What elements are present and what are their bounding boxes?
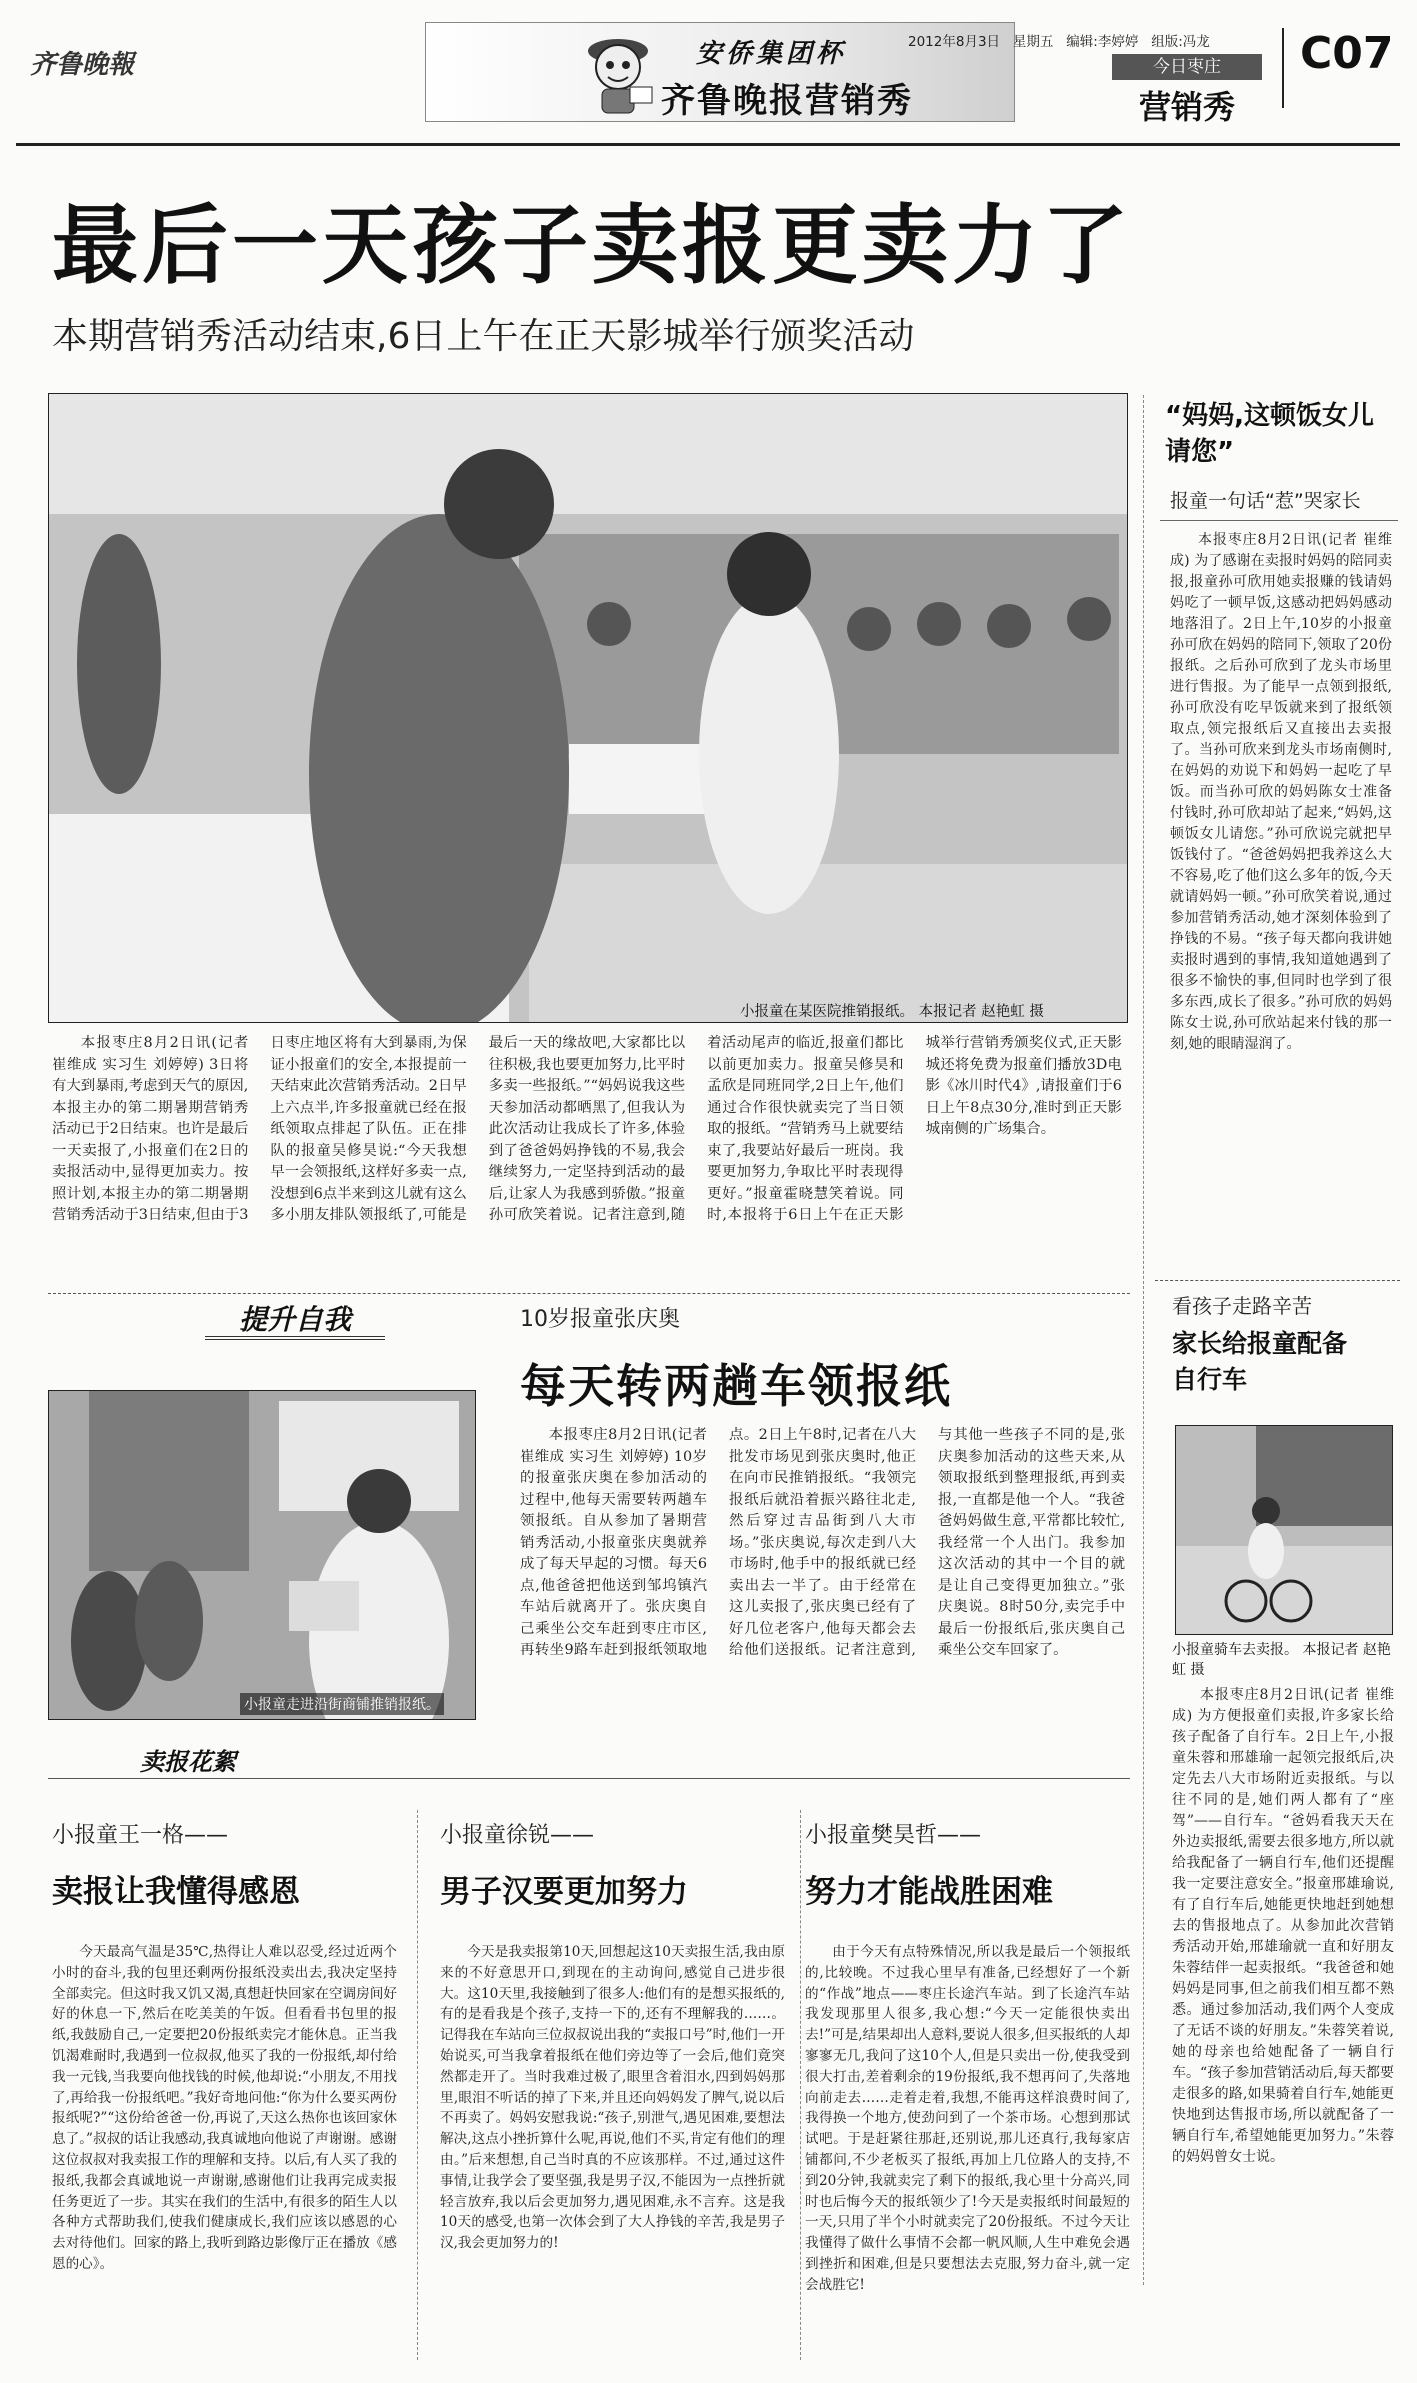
sidebar2-photo-caption: 小报童骑车去卖报。 本报记者 赵艳虹 摄 [1172,1642,1391,1678]
sidebar2-photo [1175,1425,1393,1635]
page-number: C07 [1300,28,1394,79]
flowers-divider-2 [800,1810,801,2360]
flowers-col3-body-text: 由于今天有点特殊情况,所以我是最后一个领报纸的,比较晚。不过我心里早有准备,已经想好了一个新的“作战”地点——枣庄长途汽车站。到了长途汽车站我发现那里人很多,我心想:“今天一定能很快卖出去!”可是,结果却出人意料,要说人很多,但买报纸的人却寥寥无几,我问了这10个人,但是只卖出一份,使我受到很大打击,差着剩余的19份报纸,我不想再问了,失落地向前走去……走着走着,我想,不能再这样浪费时间了,我得换一个地方,使劲问到了一个茶市场。心想到那试试吧。于是赶紧往那赶,还别说,那儿还真行,我每家店铺都问,不少老板买了报纸,再加上几位路人的支持,不到20分钟,我就卖完了剩下的报纸,我心里十分高兴,同时也后悔今天的报纸领少了!今天是卖报纸时间最短的一天,只用了半个小时就卖完了20份报纸。不过今天让我懂得了做什么事情不会都一帆风顺,人生中难免会遇到挫折和困难,但是只要想法去克服,努力奋斗,就一定会战胜它! [805,1944,1130,2293]
mascot-logo [576,29,660,119]
sidebar2-body-text: 本报枣庄8月2日讯(记者 崔维成) 为方便报童们卖报,许多家长给孩子配备了自行车。2日上午,小报童朱蓉和邢雄瑜一起领完报纸后,决定先去八大市场附近卖报纸。与以往不同的是,她们两人都有了“座驾”——自行车。“爸妈看我天天在外边卖报纸,需要去很多地方,所以就给我配备了一辆自行车,他们还提醒我一定要注意安全。”报童邢雄瑜说,有了自行车后,她能更快地赶到她想去的售报地点了。从参加此次营销秀活动开始,邢雄瑜就一直和好朋友朱蓉结伴一起卖报纸。“我爸爸和她妈妈是同事,但之前我们相互都不熟悉。通过参加活动,我们两个人变成了无话不谈的好朋友。”朱蓉笑着说,她的母亲也给她配备了一辆自行车。“孩子参加营销活动后,每天都要走很多的路,如果骑着自行车,她能更快地到达售报市场,所以就配备了一辆自行车,希望她能更加努力。”朱蓉的妈妈曾女士说。 [1172,1687,1394,2165]
lead-photo [48,393,1128,1023]
sidebar1-body-text: 本报枣庄8月2日讯(记者 崔维成) 为了感谢在卖报时妈妈的陪同卖报,报童孙可欣用她卖报赚的钱请妈妈吃了一顿早饭,这感动把妈妈感动地落泪了。2日上午,10岁的小报童孙可欣在妈妈的陪同下,领取了20份报纸。之后孙可欣到了龙头市场里进行售报。为了能早一点领到报纸,孙可欣没有吃早饭就来到了报纸领取点,领完报纸后又直接出去卖报了。当孙可欣来到龙头市场南侧时,在妈妈的劝说下和妈妈一起吃了早饭。而当孙可欣的妈妈陈女士准备付钱时,孙可欣却站了起来,“妈妈,这顿饭女儿请您。”孙可欣说完就把早饭钱付了。“爸爸妈妈把我养这么大不容易,吃了他们这么多年的饭,今天就请妈妈一顿。”孙可欣笑着说,通过参加营销秀活动,她才深刻体验到了挣钱的不易。“孩子每天都向我讲她卖报时遇到的事情,我知道她遇到了很多不愉快的事,但同时也学到了很多东西,成长了很多。”孙可欣的妈妈陈女士说,孙可欣站起来付钱的那一刻,她的眼睛湿润了。 [1170,532,1392,1052]
sidebar2-top-rule [1155,1280,1400,1281]
lead-body-text: 本报枣庄8月2日讯(记者 崔维成 实习生 刘婷婷) 3日将有大到暴雨,考虑到天气的原因,本报主办的第二期暑期营销秀活动已于2日结束。也许是最后一天卖报了,小报童们在2日的卖报活动中,显得更加卖力。按照计划,本报主办的第二期暑期营销秀活动于3日结束,但由于3日枣庄地区将有大到暴雨,为保证小报童们的安全,本报提前一天结束此次营销秀活动。2日早上六点半,许多报童就已经在报纸领取点排起了队伍。正在排队的报童吴修昊说:“今天我想早一会领报纸,这样好多卖一点,没想到6点半来到这儿就有这么多小朋友排队领报纸了,可能是最后一天的缘故吧,大家都比以往积极,我也要更加努力,比平时多卖一些报纸。”“妈妈说我这些天参加活动都晒黑了,但我认为此次活动让我成长了许多,体验到了爸爸妈妈挣钱的不易,我会继续努力,一定坚持到活动的最后,让家人为我感到骄傲。”报童孙可欣笑着说。记者注意到,随着活动尾声的临近,报童们都比以前更加卖力。报童吴修昊和孟欣是同班同学,2日上午,他们通过合作很快就卖完了当日领取的报纸。“营销秀马上就要结束了,我要站好最后一班岗。我要更加努力,争取比平时表现得更好。”报童霍晓慧笑着说。同时,本报将于6日上午在正天影城举行营销秀颁奖仪式,正天影城还将免费为报童们播放3D电影《冰川时代4》,请报童们于6日上午8点30分,准时到正天影城南侧的广场集合。 [52,1035,1122,1223]
flowers-col3-headline: 努力才能战胜困难 [805,1874,1053,1910]
flowers-col2-kicker: 小报童徐锐—— [440,1823,595,1848]
sidebar1-subheadline: 报童一句话“惹”哭家长 [1170,490,1361,512]
feature-body [520,1425,1125,1725]
flowers-col3-body [805,1942,1130,2362]
feature-photo-caption: 小报童走进沿街商铺推销报纸。 [240,1693,444,1715]
masthead-rule [16,143,1400,146]
sidebar2-body [1172,1685,1394,2345]
date-line: 2012年8月3日 星期五 编辑:李婷婷 组版:冯龙 [908,34,1210,50]
lead-headline: 最后一天孩子卖报更卖力了 [52,196,1132,296]
sponsor-line: 安侨集团杯 [696,39,847,69]
sidebar1-headline: “妈妈,这顿饭女儿请您” [1165,401,1374,467]
lead-subheadline: 本期营销秀活动结束,6日上午在正天影城举行颁奖活动 [52,316,915,357]
flowers-col1-body-text: 今天最高气温是35℃,热得让人难以忍受,经过近两个小时的奋斗,我的包里还剩两份报纸没卖出去,我决定坚持全部卖完。但这时我又饥又渴,真想赶快回家在空调房间好好的休息一下,然后在吃美美的午饭。但看看书包里的报纸,我鼓励自己,一定要把20份报纸卖完才能休息。正当我饥渴难耐时,我遇到一位叔叔,他买了我的一份报纸,却付给我一元钱,当我要向他找钱的时候,他却说:“小朋友,不用找了,再给我一份报纸吧。”我好奇地问他:“你为什么要买两份报纸呢?”“这份给爸爸一份,再说了,天这么热你也该回家休息了。”叔叔的话让我感动,我真诚地向他说了声谢谢。感谢这位叔叔对我卖报工作的理解和支持。以后,有人买了我的报纸,我都会真诚地说一声谢谢,感谢他们让我再完成卖报任务更近了一步。其实在我们的生活中,有很多的陌生人以各种方式帮助我们,使我们健康成长,我们应该以感恩的心去对待他们。回家的路上,我听到路边影像厅正在播放《感恩的心》。 [52,1944,397,2272]
flowers-col2-body-text: 今天是我卖报第10天,回想起这10天卖报生活,我由原来的不好意思开口,到现在的主动询问,感觉自己进步很大。这10天里,我接触到了很多人:他们有的是想买报纸的,有的是看我是个孩子,支持一下的,还有不理解我的……。记得我在车站向三位叔叔说出我的“卖报口号”时,他们一开始说买,可当我拿着报纸在他们旁边等了一会后,他们竟突然都走开了。当时我难过极了,眼里含着泪水,四到妈妈那里,眼泪不听话的掉了下来,并且还向妈妈发了脾气,说以后不再卖了。妈妈安慰我说:“孩子,别泄气,遇见困难,要想法解决,这点小挫折算什么呢,再说,他们不买,肯定有他们的理由。”后来想想,自己当时真的不应该那样。不过,通过这件事情,让我学会了要坚强,我是男子汉,不能因为一点挫折就轻言放弃,我以后会更加努力,遇见困难,永不言弃。这是我10天的感受,也第一次体会到了大人挣钱的辛苦,我是男子汉,我会更加努力的! [440,1944,785,2252]
flowers-divider-1 [417,1810,418,2360]
sidebar-divider [1143,395,1144,2285]
feature-kicker: 10岁报童张庆奥 [520,1307,680,1332]
flowers-col1-body [52,1942,397,2362]
banner-title: 齐鲁晚报营销秀 [661,81,913,121]
flowers-col2-body [440,1942,785,2362]
sidebar2-kicker: 看孩子走路辛苦 [1172,1294,1312,1318]
feature-top-rule [48,1293,1130,1294]
sidebar2-headline: 家长给报童配备自行车 [1172,1329,1348,1394]
paper-name: 齐鲁晚報 [30,50,135,80]
flowers-rule [48,1778,1130,1779]
flowers-section-label: 卖报花絮 [140,1748,236,1776]
flowers-col3-kicker: 小报童樊昊哲—— [805,1823,982,1848]
masthead [0,0,1417,126]
feature-photo [48,1390,476,1720]
masthead-divider [1282,28,1284,108]
feature-section-label: 提升自我 [205,1300,385,1340]
flowers-col1-kicker: 小报童王一格—— [52,1823,229,1848]
feature-headline: 每天转两趟车领报纸 [520,1359,952,1413]
sidebar1-body [1170,530,1392,1285]
feature-body-text: 本报枣庄8月2日讯(记者 崔维成 实习生 刘婷婷) 10岁的报童张庆奥在参加活动的过程中,他每天需要转两趟车领报纸。自从参加了暑期营销秀活动,小报童张庆奥就养成了每天早起的习惯。每天6点,他爸爸把他送到邹坞镇汽车站后就离开了。张庆奥自己乘坐公交车赶到枣庄市区,再转坐9路车赶到报纸领取地点。2日上午8时,记者在八大批发市场见到张庆奥时,他正在向市民推销报纸。“我领完报纸后就沿着振兴路往北走,然后穿过吉品街到八大市场。”张庆奥说,每次走到八大市场时,他手中的报纸就已经卖出去一半了。由于经常在这儿卖报了,张庆奥已经有了好几位老客户,他每天都会去给他们送报纸。记者注意到,与其他一些孩子不同的是,张庆奥参加活动的这些天来,从领取报纸到整理报纸,再到卖报,一直都是他一个人。“我爸爸妈妈做生意,平常都比较忙,我经常一个人出门。我参加这次活动的其中一个目的就是让自己变得更加独立。”张庆奥说。8时50分,卖完手中最后一份报纸后,张庆奥自己乘坐公交车回家了。 [520,1427,1125,1658]
section-name: 营销秀 [1138,88,1235,126]
flowers-col2-headline: 男子汉要更加努力 [440,1874,688,1910]
lead-body [52,1033,1122,1288]
section-tag: 今日枣庄 [1112,54,1262,80]
lead-photo-caption: 小报童在某医院推销报纸。 本报记者 赵艳虹 摄 [740,1004,1044,1020]
sidebar1-rule [1160,520,1398,521]
flowers-col1-headline: 卖报让我懂得感恩 [52,1874,300,1910]
